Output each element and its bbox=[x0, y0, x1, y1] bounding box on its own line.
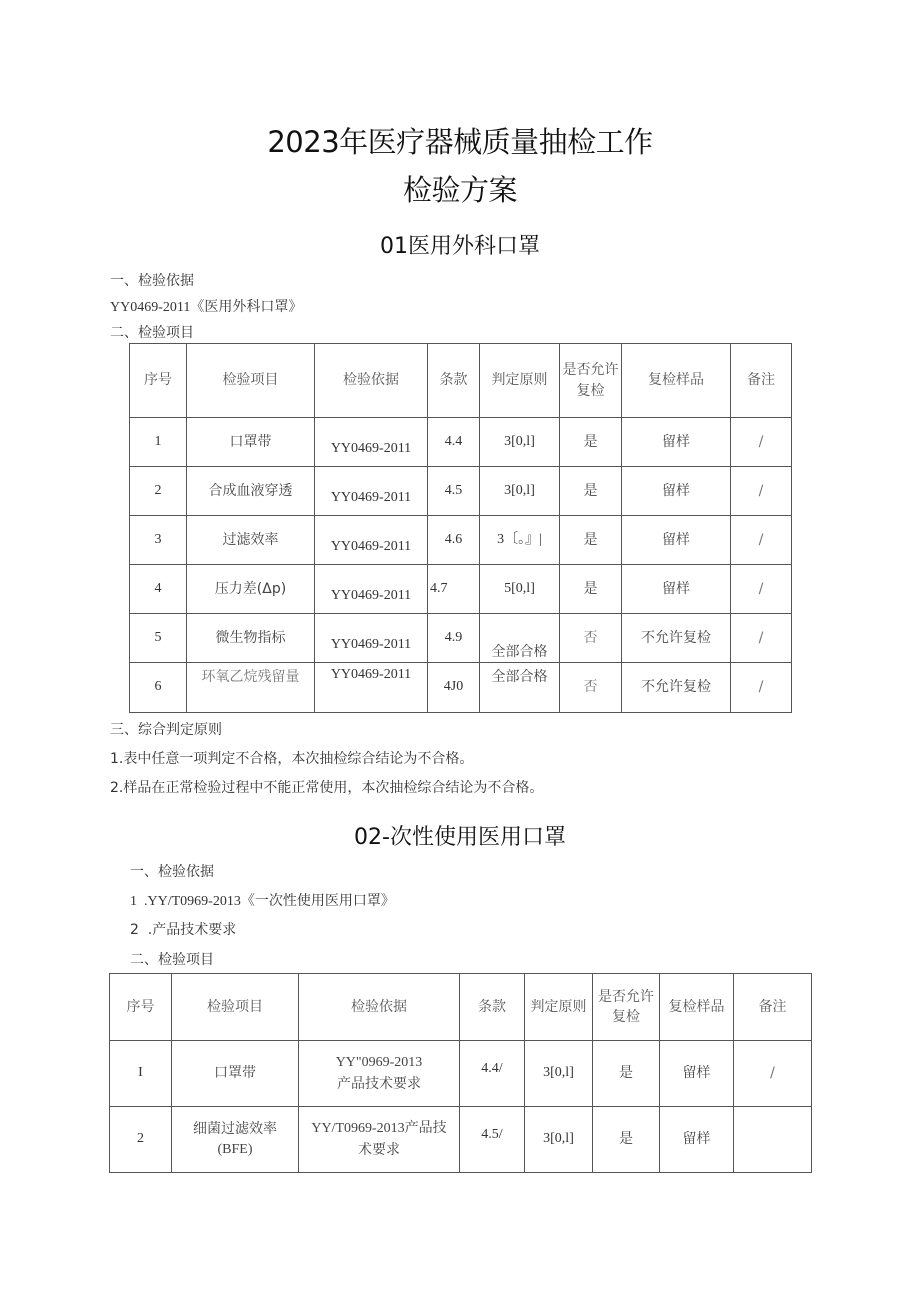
cell-note: / bbox=[731, 565, 792, 614]
header-basis: 检验依据 bbox=[315, 344, 428, 418]
cell-note: / bbox=[734, 1041, 812, 1107]
header-no: 序号 bbox=[110, 974, 172, 1041]
table-row bbox=[130, 467, 792, 516]
section2-heading-basis: 一、检验依据 bbox=[130, 864, 214, 880]
section2-title: 02-次性使用医用口罩 bbox=[354, 825, 566, 850]
cell-note: / bbox=[731, 418, 792, 467]
cell-retest: 是 bbox=[560, 467, 622, 516]
cell-basis: YY0469-2011 bbox=[315, 663, 428, 713]
cell-no: 3 bbox=[130, 516, 187, 565]
cell-sample: 不允许复检 bbox=[622, 614, 731, 663]
header-note: 备注 bbox=[731, 344, 792, 418]
cell-item: 合成血液穿透 bbox=[187, 467, 315, 516]
cell-note bbox=[734, 1107, 812, 1173]
cell-item: 微生物指标 bbox=[187, 614, 315, 663]
header-basis: 检验依据 bbox=[299, 974, 460, 1041]
cell-clause: 4.6 bbox=[428, 516, 480, 565]
header-sample: 复检样品 bbox=[622, 344, 731, 418]
header-item: 检验项目 bbox=[172, 974, 299, 1041]
section1-heading-items: 二、检验项目 bbox=[110, 325, 194, 341]
cell-sample: 留样 bbox=[622, 516, 731, 565]
section1-judge-2: 2.样品在正常检验过程中不能正常使用，本次抽检综合结论为不合格。 bbox=[110, 780, 544, 796]
table-row bbox=[130, 663, 792, 713]
table-row bbox=[130, 418, 792, 467]
cell-item-line1: 细菌过滤效率 bbox=[193, 1121, 277, 1138]
header-note: 备注 bbox=[734, 974, 812, 1041]
cell-retest: 是 bbox=[593, 1041, 660, 1107]
cell-clause: 4.4/ bbox=[460, 1041, 525, 1107]
cell-no: I bbox=[110, 1041, 172, 1107]
cell-no: 1 bbox=[130, 418, 187, 467]
cell-item: 口罩带 bbox=[187, 418, 315, 467]
cell-basis-line1: YY"0969-2013 bbox=[335, 1055, 423, 1071]
cell-item: 环氧乙烷残留量 bbox=[187, 663, 315, 713]
table-row bbox=[110, 1041, 812, 1107]
section2-table bbox=[109, 973, 812, 1173]
document-subtitle: 检验方案 bbox=[402, 173, 517, 207]
section1-heading-judge: 三、综合判定原则 bbox=[110, 722, 222, 738]
header-no: 序号 bbox=[130, 344, 187, 418]
cell-basis-line2: 产品技术要求 bbox=[337, 1075, 421, 1092]
section2-heading-items: 二、检验项目 bbox=[130, 952, 214, 968]
cell-clause: 4.7 bbox=[428, 565, 480, 614]
cell-rule: 5[0,l] bbox=[480, 565, 560, 614]
cell-no: 4 bbox=[130, 565, 187, 614]
cell-basis: YY0469-2011 bbox=[315, 418, 428, 467]
cell-rule: 3〔。』| bbox=[480, 516, 560, 565]
section1-title: 01医用外科口罩 bbox=[380, 234, 540, 259]
cell-no: 6 bbox=[130, 663, 187, 713]
header-retest: 是否允许复检 bbox=[593, 974, 660, 1041]
table-header-row bbox=[130, 344, 792, 418]
section1-heading-basis: 一、检验依据 bbox=[110, 273, 194, 289]
cell-sample: 不允许复检 bbox=[622, 663, 731, 713]
header-rule: 判定原则 bbox=[480, 344, 560, 418]
cell-basis-line1: YY/T0969-2013产品技 bbox=[311, 1121, 447, 1137]
section1-table bbox=[129, 343, 792, 713]
cell-clause: 4.5/ bbox=[460, 1107, 525, 1173]
cell-sample: 留样 bbox=[622, 565, 731, 614]
header-rule: 判定原则 bbox=[525, 974, 593, 1041]
cell-sample: 留样 bbox=[622, 418, 731, 467]
cell-retest: 否 bbox=[560, 663, 622, 713]
cell-clause: 4.5 bbox=[428, 467, 480, 516]
table-row bbox=[110, 1107, 812, 1173]
header-sample: 复检样品 bbox=[660, 974, 734, 1041]
section2-basis-2: 2 .产品技术要求 bbox=[130, 922, 237, 938]
cell-rule: 3[0,l] bbox=[525, 1041, 593, 1107]
header-clause: 条款 bbox=[428, 344, 480, 418]
cell-basis bbox=[299, 1041, 460, 1107]
cell-clause: 4.9 bbox=[428, 614, 480, 663]
cell-basis bbox=[299, 1107, 460, 1173]
cell-note: / bbox=[731, 467, 792, 516]
section1-basis-text: YY0469-2011《医用外科口罩》 bbox=[110, 300, 303, 315]
cell-retest: 是 bbox=[593, 1107, 660, 1173]
table-header-row bbox=[110, 974, 812, 1041]
cell-retest: 是 bbox=[560, 565, 622, 614]
cell-basis: YY0469-2011 bbox=[315, 516, 428, 565]
cell-rule: 3[0,l] bbox=[480, 418, 560, 467]
cell-note: / bbox=[731, 516, 792, 565]
cell-sample: 留样 bbox=[660, 1107, 734, 1173]
table-row bbox=[130, 614, 792, 663]
cell-item: 压力差(Δp) bbox=[187, 565, 315, 614]
cell-basis-line2: 术要求 bbox=[358, 1141, 400, 1158]
cell-item: 过滤效率 bbox=[187, 516, 315, 565]
cell-sample: 留样 bbox=[622, 467, 731, 516]
header-retest: 是否允许复检 bbox=[560, 344, 622, 418]
table-row bbox=[130, 565, 792, 614]
cell-rule: 3[0,l] bbox=[480, 467, 560, 516]
cell-basis: YY0469-2011 bbox=[315, 614, 428, 663]
cell-note: / bbox=[731, 614, 792, 663]
header-item: 检验项目 bbox=[187, 344, 315, 418]
cell-clause: 4J0 bbox=[428, 663, 480, 713]
cell-item-line2: (BFE) bbox=[217, 1141, 253, 1157]
cell-note: / bbox=[731, 663, 792, 713]
cell-item bbox=[172, 1107, 299, 1173]
cell-basis: YY0469-2011 bbox=[315, 467, 428, 516]
header-clause: 条款 bbox=[460, 974, 525, 1041]
cell-no: 2 bbox=[110, 1107, 172, 1173]
cell-no: 2 bbox=[130, 467, 187, 516]
cell-item: 口罩带 bbox=[172, 1041, 299, 1107]
cell-clause: 4.4 bbox=[428, 418, 480, 467]
cell-no: 5 bbox=[130, 614, 187, 663]
cell-rule: 全部合格 bbox=[480, 663, 560, 713]
cell-rule: 全部合格 bbox=[480, 614, 560, 663]
cell-retest: 否 bbox=[560, 614, 622, 663]
cell-sample: 留样 bbox=[660, 1041, 734, 1107]
cell-rule: 3[0,l] bbox=[525, 1107, 593, 1173]
cell-basis: YY0469-2011 bbox=[315, 565, 428, 614]
section2-basis-1: 1 .YY/T0969-2013《一次性使用医用口罩》 bbox=[130, 894, 395, 909]
table-row bbox=[130, 516, 792, 565]
cell-retest: 是 bbox=[560, 516, 622, 565]
cell-retest: 是 bbox=[560, 418, 622, 467]
document-title: 2023年医疗器械质量抽检工作 bbox=[267, 125, 653, 159]
section1-judge-1: 1.表中任意一项判定不合格，本次抽检综合结论为不合格。 bbox=[110, 751, 474, 767]
